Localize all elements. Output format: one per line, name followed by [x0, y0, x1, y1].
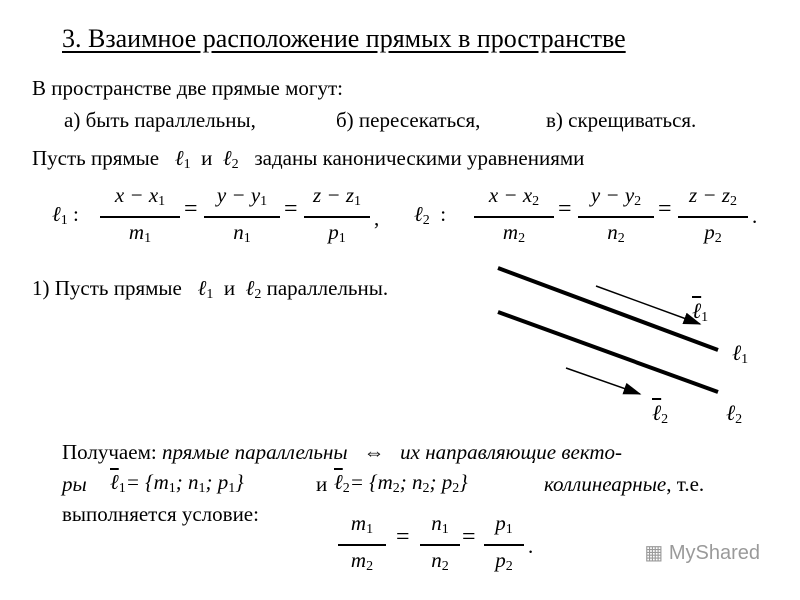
eq2-num-y: y − y — [590, 183, 635, 207]
figure-vec2-label — [652, 400, 668, 428]
cond-den-p: p — [495, 547, 506, 572]
line-l2-sub: 2 — [231, 157, 239, 172]
figure-vec1-sub: 1 — [701, 310, 709, 325]
case1-prefix: 1) Пусть прямые — [32, 276, 182, 300]
ie-text: , т.е. — [666, 472, 705, 496]
vector-l1-symbol: ℓ — [110, 470, 119, 494]
option-b: б) пересекаться, — [336, 108, 481, 132]
eq1-den-m-sub: 1 — [144, 230, 152, 246]
figure-vec2-sub: 2 — [661, 412, 669, 427]
eq1-den-p-sub: 1 — [338, 230, 346, 246]
vector-l1-m-sub: 1 — [168, 481, 176, 496]
vector-l1-n-sub: 1 — [198, 481, 206, 496]
cond-num-n: n — [431, 511, 442, 535]
figure-vec1-ell: ℓ — [692, 298, 702, 323]
eq2-den-p-sub: 2 — [714, 230, 722, 246]
result-vectors-end: ры — [62, 472, 87, 496]
eq1-den-n: n — [233, 219, 244, 244]
result-line1 — [62, 440, 622, 465]
case1-and: и — [223, 276, 236, 300]
eq1-num-z-sub: 1 — [354, 194, 361, 209]
cond-num-m: m — [350, 511, 367, 535]
figure-line2-ell: ℓ — [726, 400, 736, 425]
eq2-den-n: n — [607, 219, 618, 244]
cond-end: . — [528, 534, 534, 558]
presentation-icon: ▦ — [644, 542, 669, 564]
result-obtain: Получаем: — [62, 440, 157, 464]
cond-den-n: n — [431, 547, 442, 572]
result-and: и — [316, 472, 328, 496]
eq2-num-x: x − x — [488, 183, 533, 207]
case1-suffix: параллельны. — [266, 276, 389, 300]
page-title: 3. Взаимное расположение прямых в пространстве — [62, 24, 626, 53]
eq2-num-x-sub: 2 — [532, 194, 540, 209]
eq2-den-p: p — [704, 219, 715, 244]
eq2-ell-sub: 2 — [422, 213, 430, 228]
direction-vector-l1 — [596, 286, 700, 324]
vector-l1-m: = {m — [125, 470, 169, 494]
eq1-num-y: y − y — [216, 183, 261, 207]
eq2-num-y-sub: 2 — [634, 194, 642, 209]
vector-l1-sub: 1 — [118, 481, 126, 496]
figure-vec2-ell: ℓ — [652, 400, 662, 425]
eq1-den-n-sub: 1 — [243, 230, 251, 246]
vector-l1-close: } — [235, 470, 244, 494]
option-a: а) быть параллельны, — [64, 108, 256, 132]
eq1-ell-sub: 1 — [60, 213, 68, 228]
watermark-logo — [644, 540, 760, 565]
figure-line1-ell: ℓ — [732, 340, 742, 365]
vector-l2-p: ; p — [429, 470, 453, 494]
eq1-colon: : — [73, 202, 79, 226]
cond-frac-n — [420, 510, 460, 580]
result-collinear — [544, 472, 704, 497]
case1-l1-sub: 1 — [206, 287, 214, 302]
cond-num-p-sub: 1 — [505, 522, 513, 537]
figure-line1-sub: 1 — [741, 352, 749, 367]
result-parallel-text: прямые параллельны — [161, 440, 348, 464]
vector-l2-n-sub: 2 — [422, 481, 430, 496]
vector-l2-m: = {m — [349, 470, 393, 494]
eq1-den-p: p — [328, 219, 339, 244]
watermark-text: MyShared — [668, 542, 760, 564]
eq2-den-m-sub: 2 — [518, 230, 526, 246]
cond-den-p-sub: 2 — [505, 558, 513, 574]
line-l2 — [498, 312, 718, 392]
cond-den-n-sub: 2 — [441, 558, 449, 574]
cond-frac-m — [338, 510, 386, 580]
cond-den-m: m — [350, 547, 367, 572]
vector-l1-coords — [110, 470, 244, 497]
eq2-num-z: z − z — [688, 183, 730, 207]
eq1-den-m: m — [128, 219, 145, 244]
eq1-num-x-sub: 1 — [158, 194, 166, 209]
direction-vector-l2 — [566, 368, 640, 394]
vector-l2-close: } — [459, 470, 468, 494]
vector-l2-symbol: ℓ — [334, 470, 343, 494]
eq1-ell: ℓ — [52, 202, 61, 226]
cond-num-n-sub: 1 — [441, 522, 449, 537]
case1-l2-sub: 2 — [254, 287, 262, 302]
line-l1-symbol: ℓ — [174, 146, 184, 170]
case1-l2: ℓ — [245, 276, 255, 300]
canonical-text-before: Пусть прямые — [32, 146, 160, 170]
cond-frac-p — [484, 510, 524, 580]
eq1-num-z: z − z — [312, 183, 354, 207]
option-c: в) скрещиваться. — [546, 108, 697, 132]
condition-text: выполняется условие: — [62, 502, 259, 526]
cond-num-p: p — [495, 511, 506, 535]
eq2-end: . — [752, 204, 758, 228]
vector-l1-p: ; p — [205, 470, 229, 494]
canonical-and: и — [201, 146, 213, 170]
figure-line1-label — [732, 340, 748, 368]
eq1-num-x: x − x — [114, 183, 159, 207]
vector-l1-n: ; n — [175, 470, 199, 494]
eq1-end: , — [374, 206, 380, 230]
intro-line: В пространстве две прямые могут: — [32, 76, 344, 100]
vector-l2-coords — [334, 470, 468, 497]
figure-line2-sub: 2 — [735, 412, 743, 427]
result-vectors-text: их направляющие векто- — [400, 440, 623, 464]
vector-l2-sub: 2 — [342, 481, 350, 496]
cond-den-m-sub: 2 — [366, 558, 374, 574]
vector-l2-p-sub: 2 — [452, 481, 460, 496]
eq2-colon: : — [440, 202, 447, 226]
line-l2-symbol: ℓ — [222, 146, 232, 170]
result-line2 — [62, 472, 87, 497]
collinear-text: коллинеарные — [544, 472, 667, 496]
case1-l1: ℓ — [197, 276, 207, 300]
eq2-den-n-sub: 2 — [617, 230, 625, 246]
vector-l1-p-sub: 1 — [228, 481, 236, 496]
eq1-num-y-sub: 1 — [260, 194, 268, 209]
eq2-ell: ℓ — [414, 202, 423, 226]
cond-num-m-sub: 1 — [366, 522, 374, 537]
figure-line2-label — [726, 400, 742, 428]
line-l1 — [498, 268, 718, 350]
iff-symbol: ⇔ — [363, 440, 385, 464]
vector-l2-m-sub: 2 — [392, 481, 400, 496]
figure-vec1-label — [692, 298, 708, 326]
eq2-den-m: m — [502, 219, 519, 244]
eq2-num-z-sub: 2 — [730, 194, 737, 209]
line-l1-sub: 1 — [183, 157, 191, 172]
vector-l2-n: ; n — [399, 470, 423, 494]
canonical-text-after: заданы каноническими уравнениями — [254, 146, 585, 170]
